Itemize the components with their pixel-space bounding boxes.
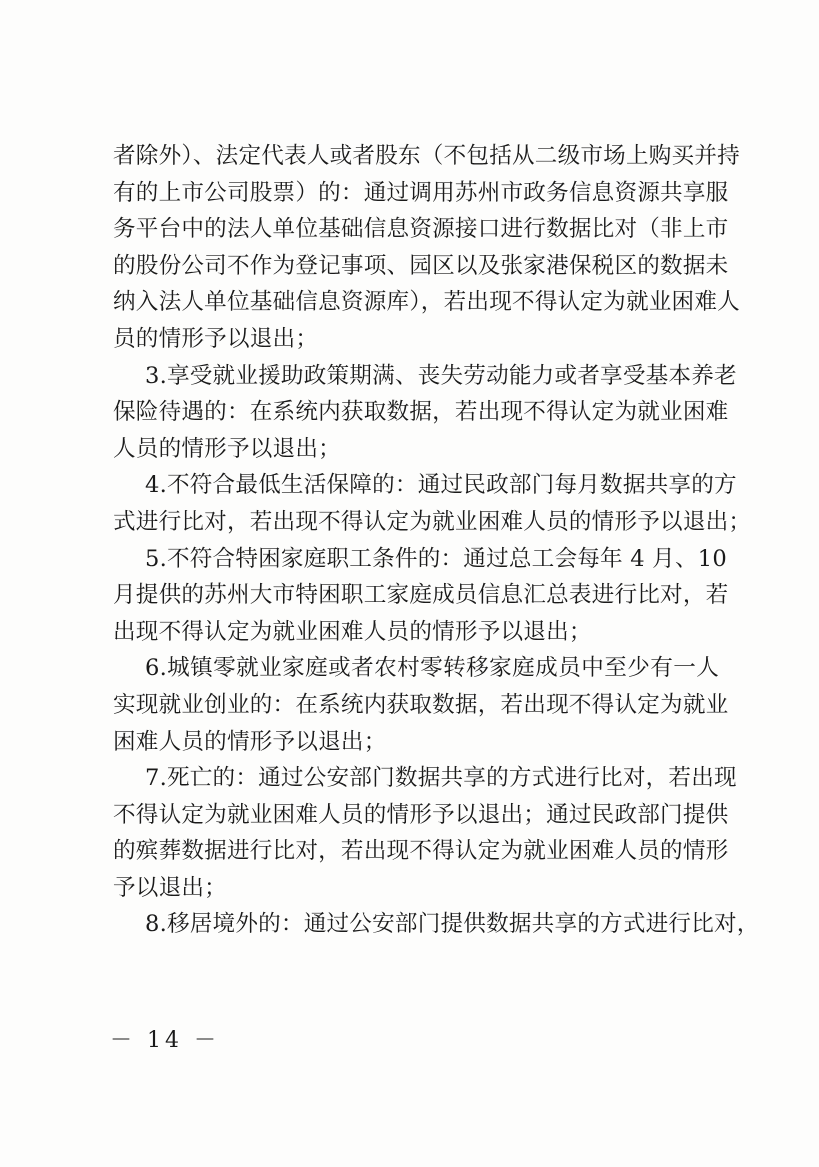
text-line: 7.死亡的：通过公安部门数据共享的方式进行比对，若出现 bbox=[145, 765, 737, 792]
text-line: 的股份公司不作为登记事项、园区以及张家港保税区的数据未 bbox=[113, 252, 729, 279]
page-number: － 14 － bbox=[110, 1028, 220, 1053]
text-line: 6.城镇零就业家庭或者农村零转移家庭成员中至少有一人 bbox=[145, 655, 719, 682]
text-line: 式进行比对，若出现不得认定为就业困难人员的情形予以退出； bbox=[113, 508, 752, 535]
text-line: 出现不得认定为就业困难人员的情形予以退出； bbox=[113, 618, 592, 645]
text-line: 纳入法人单位基础信息资源库），若出现不得认定为就业困难人 bbox=[113, 289, 740, 316]
text-line: 4.不符合最低生活保障的：通过民政部门每月数据共享的方 bbox=[145, 472, 737, 499]
text-line: 保险待遇的：在系统内获取数据，若出现不得认定为就业困难 bbox=[113, 399, 729, 426]
text-line: 的殡葬数据进行比对，若出现不得认定为就业困难人员的情形 bbox=[113, 838, 729, 865]
text-line: 实现就业创业的：在系统内获取数据，若出现不得认定为就业 bbox=[113, 691, 729, 718]
text-line: 有的上市公司股票）的：通过调用苏州市政务信息资源共享服 bbox=[113, 179, 729, 206]
text-line: 困难人员的情形予以退出； bbox=[113, 728, 387, 755]
text-line: 5.不符合特困家庭职工条件的：通过总工会每年 4 月、10 bbox=[145, 545, 727, 572]
body-text bbox=[113, 138, 760, 943]
text-line: 务平台中的法人单位基础信息资源接口进行数据比对（非上市 bbox=[113, 216, 729, 243]
text-line: 月提供的苏州大市特困职工家庭成员信息汇总表进行比对，若 bbox=[113, 582, 729, 609]
text-line: 员的情形予以退出； bbox=[113, 325, 319, 352]
text-line: 人员的情形予以退出； bbox=[113, 435, 341, 462]
text-line: 8.移居境外的：通过公安部门提供数据共享的方式进行比对， bbox=[145, 911, 760, 938]
text-line: 不得认定为就业困难人员的情形予以退出；通过民政部门提供 bbox=[113, 801, 729, 828]
text-line: 3.享受就业援助政策期满、丧失劳动能力或者享受基本养老 bbox=[145, 362, 737, 389]
text-line: 予以退出； bbox=[113, 874, 227, 901]
text-line: 者除外）、法定代表人或者股东（不包括从二级市场上购买并持 bbox=[113, 143, 740, 169]
